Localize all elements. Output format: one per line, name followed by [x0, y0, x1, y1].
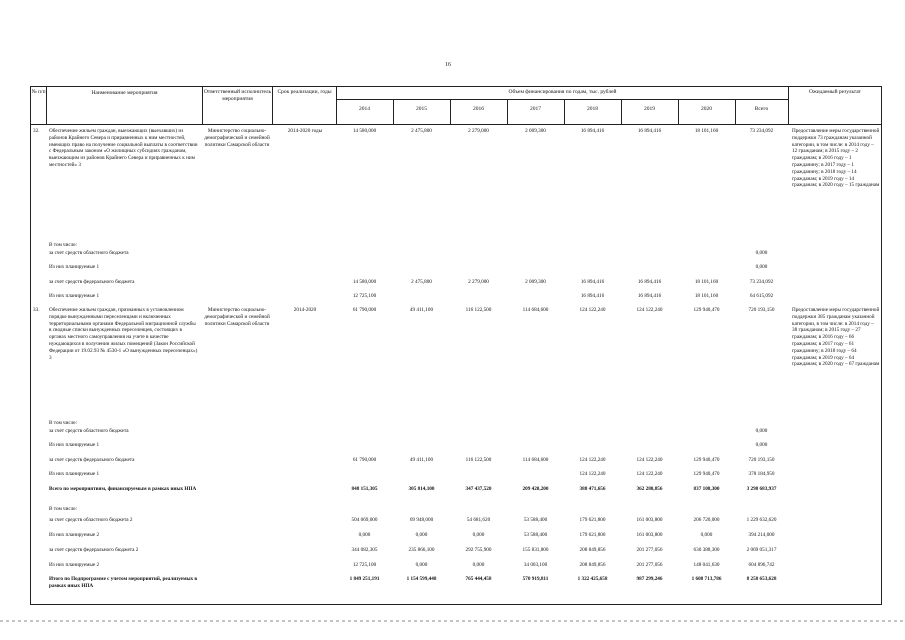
- federal-budget-label: за счет средств федерального бюджета: [49, 279, 135, 285]
- year-value-cell: 124 122,240: [636, 307, 663, 313]
- year-value-cell: 53 588,400: [523, 532, 548, 538]
- year-value-cell: 208 849,856: [579, 562, 606, 568]
- federal-budget-label: за счет средств федерального бюджета 2: [49, 547, 139, 553]
- total-value-cell: 720 193,150: [748, 457, 775, 463]
- year-value-cell: 0,000: [472, 562, 485, 568]
- row-number: 32.: [33, 128, 40, 134]
- year-value-cell: 347 437,520: [465, 486, 492, 492]
- year-value-cell: 1 608 713,786: [691, 576, 722, 582]
- year-value-cell: 16 894,416: [580, 293, 605, 299]
- year-value-cell: 2 279,000: [468, 279, 489, 285]
- year-value-cell: 124 122,240: [636, 471, 663, 477]
- federal-planned-label: Из них планируемые 2: [49, 562, 100, 568]
- total-value-cell: 3 298 683,937: [746, 486, 777, 492]
- planned-label: Из них планируемые 1: [49, 264, 100, 270]
- measure-executor: Министерство социально-демографической и семейной политики Самарской области: [204, 128, 270, 148]
- year-value-cell: 114 684,600: [522, 307, 549, 313]
- planned-total: 0,000: [755, 264, 768, 270]
- total-value-cell: 378 184,950: [748, 471, 775, 477]
- year-value-cell: 206 720,000: [693, 517, 720, 523]
- year-value-cell: 16 894,416: [580, 128, 605, 134]
- header-name: Наименование мероприятия: [91, 90, 158, 96]
- federal-budget-label: за счет средств федерального бюджета: [49, 457, 135, 463]
- year-value-cell: 848 151,305: [351, 486, 378, 492]
- row-number: 33.: [33, 307, 40, 313]
- year-value-cell: 116 122,500: [465, 307, 492, 313]
- year-value-cell: 161 003,800: [636, 517, 663, 523]
- year-value-cell: 0,000: [700, 532, 713, 538]
- year-value-cell: 235 866,100: [408, 547, 435, 553]
- year-value-cell: 16 894,416: [580, 279, 605, 285]
- regional-budget-label: за счет средств областного бюджета: [49, 428, 129, 434]
- col-border: [881, 86, 882, 605]
- header-year: 2018: [587, 106, 598, 112]
- expected-result: Предоставление меры государственной поддержки 385 гражданам указанной категории, в том числе: в 2014 году – 38 гражданам; в 2015 году – 27 гражданам; в 2016 году – 66 гражданам; в 2017 году – 61 гражданину; в 2018 году – 64 гражданам; в 2019 году – 64 гражданам; в 2020 году – 67 гражданам: [792, 307, 880, 368]
- total-value-cell: 604 896,742: [748, 562, 775, 568]
- regional-budget-total: 0,000: [755, 250, 768, 256]
- header-num: № п/п: [31, 89, 46, 95]
- grand-total-label: Итого по Подпрограмме с учетом мероприятий, реализуемых в рамках иных НПА: [49, 576, 198, 589]
- total-value-cell: 1 229 632,620: [746, 517, 777, 523]
- expected-result: Предоставление меры государственной поддержки 73 гражданам указанной категории, в том числе: в 2014 году – 12 гражданам; в 2015 году – 2 гражданам; в 2016 году – 1 гражданину; в 2017 году – 1 гражданину; в 2018 году – 14 гражданам; в 2019 году – 14 гражданам; в 2020 году – 15 гражданам: [792, 128, 880, 189]
- year-value-cell: 2 009,300: [525, 279, 546, 285]
- measure-executor: Министерство социально-демографической и семейной политики Самарской области: [204, 307, 270, 327]
- year-value-cell: 570 919,811: [522, 576, 549, 582]
- year-value-cell: 208 849,856: [579, 547, 606, 553]
- year-value-cell: 49 411,100: [409, 457, 434, 463]
- year-value-cell: 116 122,500: [465, 457, 492, 463]
- year-value-cell: 69 948,000: [409, 517, 434, 523]
- header-bottom-border: [30, 124, 882, 125]
- year-value-cell: 12 725,100: [352, 293, 377, 299]
- year-value-cell: 292 755,900: [465, 547, 492, 553]
- npa-total-label: Всего по мероприятиям, финансируемым в рамках иных НПА: [49, 486, 197, 492]
- year-value-cell: 54 681,620: [466, 517, 491, 523]
- year-value-cell: 114 684,600: [522, 457, 549, 463]
- regional-planned-label: Из них планируемые 2: [49, 532, 100, 538]
- year-value-cell: 16 894,416: [637, 279, 662, 285]
- year-value-cell: 987 299,246: [636, 576, 663, 582]
- year-value-cell: 0,000: [358, 532, 371, 538]
- year-value-cell: 504 069,000: [351, 517, 378, 523]
- header-year: 2016: [473, 106, 484, 112]
- planned-label: Из них планируемые 1: [49, 293, 100, 299]
- year-value-cell: 209 420,200: [522, 486, 549, 492]
- year-value-cell: 129 940,470: [693, 307, 720, 313]
- total-value-cell: 73 234,092: [749, 279, 774, 285]
- page-number: 16: [445, 62, 451, 68]
- year-value-cell: 124 122,240: [579, 457, 606, 463]
- regional-budget-label: за счет средств областного бюджета 2: [49, 517, 133, 523]
- year-value-cell: 765 444,458: [465, 576, 492, 582]
- scan-edge-noise: [0, 620, 905, 622]
- year-value-cell: 2 475,800: [411, 128, 432, 134]
- year-value-cell: 18 101,160: [694, 128, 719, 134]
- year-value-cell: 124 122,240: [636, 457, 663, 463]
- table-bottom-border: [30, 604, 882, 605]
- year-value-cell: 305 814,100: [408, 486, 435, 492]
- year-value-cell: 362 280,856: [636, 486, 663, 492]
- year-value-cell: 2 279,000: [468, 128, 489, 134]
- header-executor: Ответственный исполнитель мероприятия: [203, 89, 272, 102]
- year-value-cell: 61 790,000: [352, 457, 377, 463]
- year-value-cell: 49 411,100: [409, 307, 434, 313]
- year-value-cell: 0,000: [472, 532, 485, 538]
- year-value-cell: 1 322 425,658: [577, 576, 608, 582]
- year-header-border: [336, 99, 788, 100]
- header-year: 2014: [359, 106, 370, 112]
- measure-term: 2014-2020: [293, 307, 317, 313]
- total-value-cell: 2 069 051,317: [746, 547, 777, 553]
- year-value-cell: 148 041,630: [693, 562, 720, 568]
- year-value-cell: 129 940,470: [693, 471, 720, 477]
- including-label: В том числе:: [49, 242, 78, 248]
- year-value-cell: 0,000: [415, 532, 428, 538]
- header-year: 2015: [416, 106, 427, 112]
- year-value-cell: 18 101,160: [694, 293, 719, 299]
- measure-name: Обеспечение жильем граждан, выезжающих (выехавших) из районов Крайнего Севера и приравненных к ним местностей, имеющих право на получение социальной выплаты в соответствии с Федеральным законом «О жилищных субсидиях гражданам, выезжающим из районов Крайнего Севера и приравненных к ним местностей» 3: [49, 128, 198, 168]
- year-value-cell: 2 475,800: [411, 279, 432, 285]
- year-value-cell: 14 580,000: [352, 128, 377, 134]
- year-value-cell: 161 003,800: [636, 532, 663, 538]
- year-value-cell: 14 580,000: [352, 279, 377, 285]
- year-value-cell: 388 471,656: [579, 486, 606, 492]
- year-value-cell: 12 725,100: [352, 562, 377, 568]
- year-value-cell: 53 588,400: [523, 517, 548, 523]
- planned-label: Из них планируемые 1: [49, 471, 100, 477]
- table-top-border: [30, 86, 882, 87]
- measure-term: 2014-2020 годы: [287, 128, 323, 134]
- regional-budget-label: за счет средств областного бюджета: [49, 250, 129, 256]
- total-value-cell: 8 258 653,628: [746, 576, 777, 582]
- header-year: 2017: [530, 106, 541, 112]
- year-value-cell: 18 101,160: [694, 279, 719, 285]
- header-result: Ожидаемый результат: [809, 89, 861, 95]
- year-value-cell: 2 009,300: [525, 128, 546, 134]
- year-value-cell: 201 277,056: [636, 547, 663, 553]
- header-financing: Объем финансирования по годам, тыс. рублей: [508, 89, 617, 95]
- year-value-cell: 630 388,300: [693, 547, 720, 553]
- year-value-cell: 0,000: [415, 562, 428, 568]
- header-year: 2020: [701, 106, 712, 112]
- year-value-cell: 837 108,300: [693, 486, 720, 492]
- year-value-cell: 61 790,000: [352, 307, 377, 313]
- year-value-cell: 129 940,470: [693, 457, 720, 463]
- planned-label: Из них планируемые 1: [49, 442, 100, 448]
- including-label: В том числе:: [49, 506, 78, 512]
- year-value-cell: 179 621,800: [579, 517, 606, 523]
- total-value-cell: 64 615,092: [749, 293, 774, 299]
- year-value-cell: 1 154 599,448: [406, 576, 437, 582]
- planned-total: 0,000: [755, 442, 768, 448]
- year-value-cell: 16 894,416: [637, 128, 662, 134]
- regional-budget-total: 0,000: [755, 428, 768, 434]
- year-value-cell: 124 122,240: [579, 471, 606, 477]
- year-value-cell: 16 894,416: [637, 293, 662, 299]
- including-label: В том числе:: [49, 420, 78, 426]
- measure-name: Обеспечение жильем граждан, признанных в установленном порядке вынужденными переселенцами и включенных территориальными органами Федеральной миграционной службы в сводные списки вынужденных переселенцев, состоящих в органах местного самоуправления на учете в качестве нуждающихся в получении жилых помещений (Закон Российской Федерации от 19.02.93 № 4530-1 «О вынужденных переселенцах») 3: [49, 307, 198, 361]
- total-value-cell: 394 214,000: [748, 532, 775, 538]
- year-value-cell: 1 849 251,191: [349, 576, 380, 582]
- year-value-cell: 344 082,305: [351, 547, 378, 553]
- year-value-cell: 124 122,240: [579, 307, 606, 313]
- header-term: Срок реализации, годы: [277, 89, 332, 95]
- header-year: 2019: [644, 106, 655, 112]
- col-border: [30, 86, 31, 605]
- total-value-cell: 720 193,150: [748, 307, 775, 313]
- year-value-cell: 34 003,100: [523, 562, 548, 568]
- year-value-cell: 179 621,800: [579, 532, 606, 538]
- total-value-cell: 73 234,092: [749, 128, 774, 134]
- year-value-cell: 201 277,056: [636, 562, 663, 568]
- financing-table: [30, 86, 882, 606]
- header-year-total: Всего: [754, 106, 769, 112]
- year-value-cell: 155 831,800: [522, 547, 549, 553]
